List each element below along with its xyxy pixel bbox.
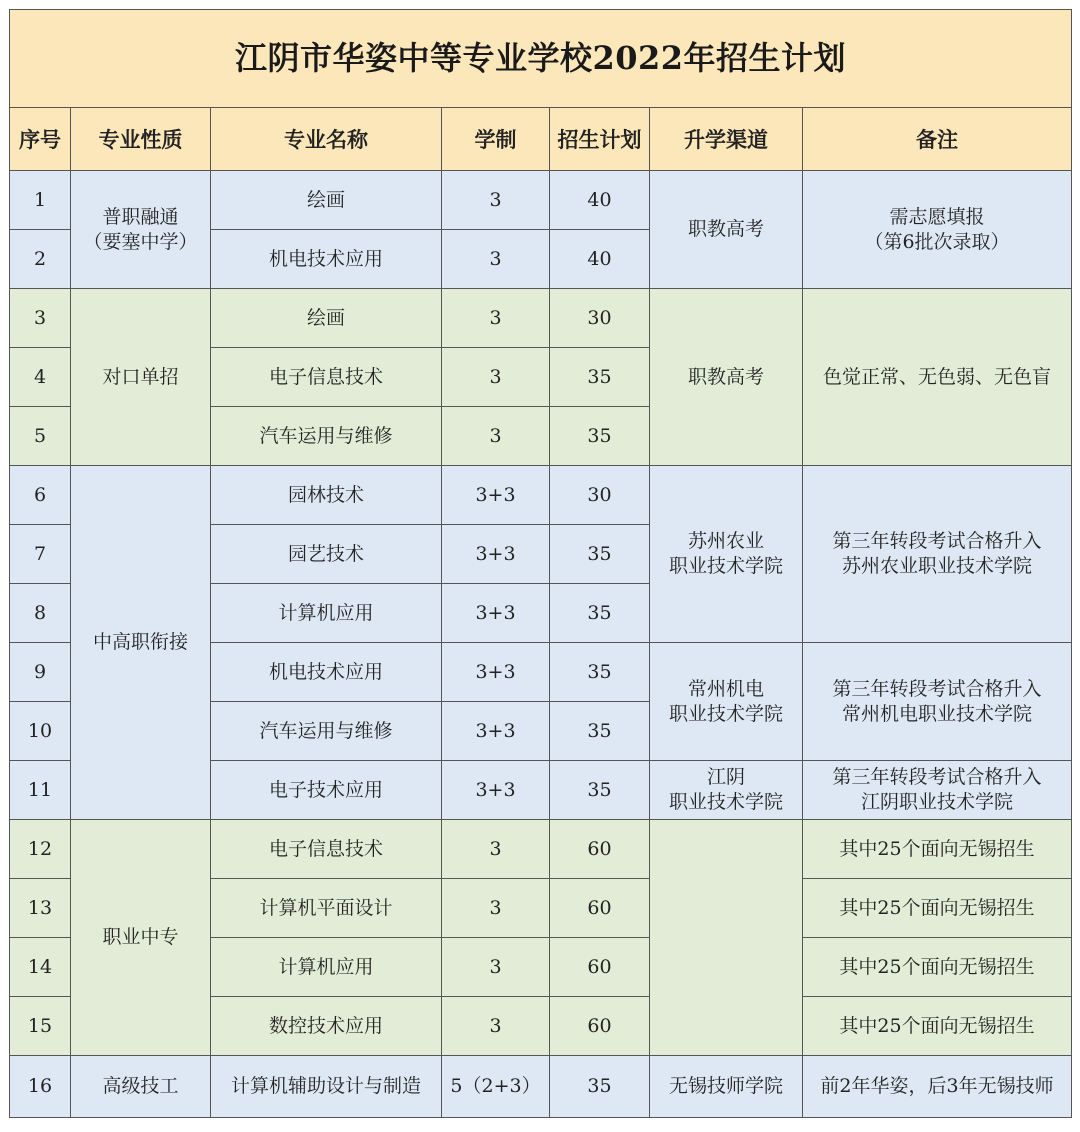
major-name: 汽车运用与维修 <box>211 407 442 466</box>
table-row <box>10 171 1072 230</box>
advancement-channel: 职教高考 <box>650 289 803 466</box>
study-years: 5（2+3） <box>442 1056 550 1118</box>
row-number: 2 <box>10 230 71 289</box>
advancement-channel: 常州机电 职业技术学院 <box>650 643 803 761</box>
major-nature: 职业中专 <box>71 820 211 1056</box>
study-years: 3 <box>442 938 550 997</box>
remark: 前2年华姿，后3年无锡技师 <box>803 1056 1072 1118</box>
remark: 其中25个面向无锡招生 <box>803 820 1072 879</box>
row-number: 13 <box>10 879 71 938</box>
major-nature: 高级技工 <box>71 1056 211 1118</box>
row-number: 3 <box>10 289 71 348</box>
enrollment-plan: 60 <box>550 879 650 938</box>
enrollment-plan: 35 <box>550 702 650 761</box>
table-title: 江阴市华姿中等专业学校2022年招生计划 <box>10 10 1072 108</box>
major-name: 园林技术 <box>211 466 442 525</box>
header-cell: 专业性质 <box>71 108 211 171</box>
row-number: 1 <box>10 171 71 230</box>
study-years: 3+3 <box>442 584 550 643</box>
row-number: 7 <box>10 525 71 584</box>
study-years: 3+3 <box>442 525 550 584</box>
remark: 其中25个面向无锡招生 <box>803 938 1072 997</box>
table-row <box>10 289 1072 348</box>
major-nature: 普职融通 （要塞中学） <box>71 171 211 289</box>
row-number: 5 <box>10 407 71 466</box>
study-years: 3+3 <box>442 466 550 525</box>
major-name: 电子信息技术 <box>211 820 442 879</box>
table-row <box>10 466 1072 525</box>
header-cell: 备注 <box>803 108 1072 171</box>
header-row <box>10 108 1072 171</box>
enrollment-plan: 60 <box>550 997 650 1056</box>
major-name: 机电技术应用 <box>211 230 442 289</box>
major-name: 计算机应用 <box>211 938 442 997</box>
study-years: 3+3 <box>442 702 550 761</box>
enrollment-plan: 35 <box>550 761 650 820</box>
row-number: 4 <box>10 348 71 407</box>
major-name: 电子技术应用 <box>211 761 442 820</box>
advancement-channel: 无锡技师学院 <box>650 1056 803 1118</box>
major-name: 计算机应用 <box>211 584 442 643</box>
enrollment-plan: 30 <box>550 466 650 525</box>
enrollment-plan: 30 <box>550 289 650 348</box>
major-name: 汽车运用与维修 <box>211 702 442 761</box>
study-years: 3 <box>442 879 550 938</box>
enrollment-plan: 35 <box>550 525 650 584</box>
remark: 其中25个面向无锡招生 <box>803 997 1072 1056</box>
row-number: 6 <box>10 466 71 525</box>
header-cell: 升学渠道 <box>650 108 803 171</box>
enrollment-plan: 40 <box>550 230 650 289</box>
row-number: 11 <box>10 761 71 820</box>
advancement-channel: 江阴 职业技术学院 <box>650 761 803 820</box>
remark: 第三年转段考试合格升入 常州机电职业技术学院 <box>803 643 1072 761</box>
study-years: 3 <box>442 171 550 230</box>
enrollment-plan: 35 <box>550 348 650 407</box>
study-years: 3+3 <box>442 643 550 702</box>
major-nature: 对口单招 <box>71 289 211 466</box>
major-name: 数控技术应用 <box>211 997 442 1056</box>
major-name: 绘画 <box>211 171 442 230</box>
header-cell: 专业名称 <box>211 108 442 171</box>
study-years: 3 <box>442 230 550 289</box>
major-name: 机电技术应用 <box>211 643 442 702</box>
enrollment-plan: 35 <box>550 584 650 643</box>
header-cell: 学制 <box>442 108 550 171</box>
study-years: 3 <box>442 997 550 1056</box>
enrollment-plan-table <box>9 9 1072 1118</box>
remark: 需志愿填报 （第6批次录取） <box>803 171 1072 289</box>
row-number: 15 <box>10 997 71 1056</box>
row-number: 9 <box>10 643 71 702</box>
major-name: 电子信息技术 <box>211 348 442 407</box>
advancement-channel <box>650 820 803 1056</box>
header-cell: 招生计划 <box>550 108 650 171</box>
study-years: 3 <box>442 289 550 348</box>
row-number: 10 <box>10 702 71 761</box>
enrollment-plan: 35 <box>550 1056 650 1118</box>
advancement-channel: 苏州农业 职业技术学院 <box>650 466 803 643</box>
header-cell: 序号 <box>10 108 71 171</box>
enrollment-plan: 35 <box>550 407 650 466</box>
remark: 第三年转段考试合格升入 江阴职业技术学院 <box>803 761 1072 820</box>
study-years: 3+3 <box>442 761 550 820</box>
remark: 第三年转段考试合格升入 苏州农业职业技术学院 <box>803 466 1072 643</box>
row-number: 8 <box>10 584 71 643</box>
row-number: 16 <box>10 1056 71 1118</box>
enrollment-plan: 60 <box>550 820 650 879</box>
major-name: 园艺技术 <box>211 525 442 584</box>
study-years: 3 <box>442 407 550 466</box>
enrollment-plan: 35 <box>550 643 650 702</box>
study-years: 3 <box>442 820 550 879</box>
enrollment-plan: 60 <box>550 938 650 997</box>
major-name: 计算机辅助设计与制造 <box>211 1056 442 1118</box>
row-number: 14 <box>10 938 71 997</box>
advancement-channel: 职教高考 <box>650 171 803 289</box>
remark: 色觉正常、无色弱、无色盲 <box>803 289 1072 466</box>
table-row <box>10 1056 1072 1118</box>
row-number: 12 <box>10 820 71 879</box>
table-row <box>10 820 1072 879</box>
major-name: 绘画 <box>211 289 442 348</box>
study-years: 3 <box>442 348 550 407</box>
remark: 其中25个面向无锡招生 <box>803 879 1072 938</box>
major-name: 计算机平面设计 <box>211 879 442 938</box>
enrollment-plan: 40 <box>550 171 650 230</box>
major-nature: 中高职衔接 <box>71 466 211 820</box>
